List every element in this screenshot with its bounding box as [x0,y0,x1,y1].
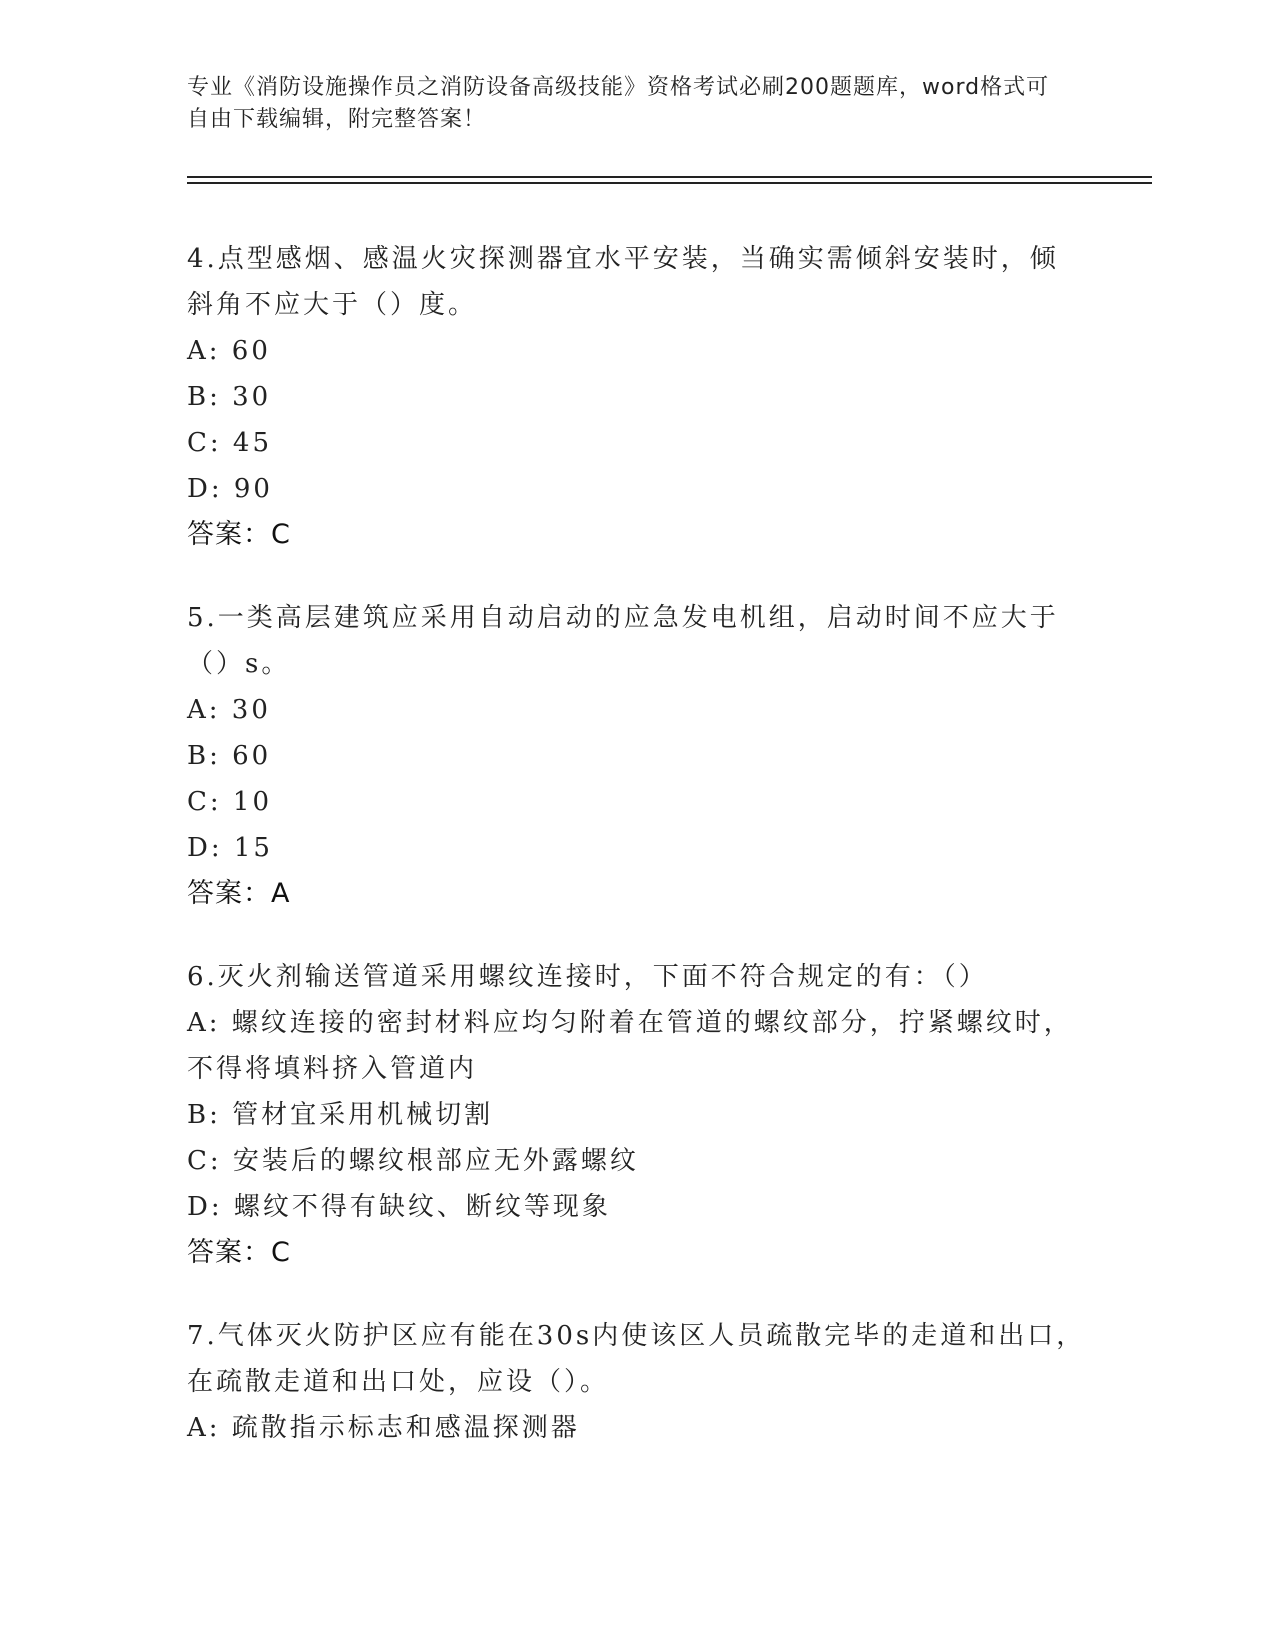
question-6 [187,954,1087,1276]
question-stem: 4.点型感烟、感温火灾探测器宜水平安装，当确实需倾斜安装时，倾斜角不应大于（）度。 [187,244,1059,320]
header-divider-bottom [187,182,1152,184]
header-divider-top [187,176,1152,178]
option-a: A: 螺纹连接的密封材料应均匀附着在管道的螺纹部分，拧紧螺纹时，不得将填料挤入管道内 [187,1008,1073,1084]
question-list [187,236,1087,1488]
question-stem: 6.灭火剂输送管道采用螺纹连接时，下面不符合规定的有：（） [187,962,988,992]
option-a: A: 60 [187,336,271,366]
option-b: B: 管材宜采用机械切割 [187,1100,494,1130]
document-header: 专业《消防设施操作员之消防设备高级技能》资格考试必刷200题题库，word格式可自由下载编辑，附完整答案！ [187,75,1050,132]
option-c: C: 45 [187,428,273,458]
answer-line: 答案：C [187,1237,291,1268]
option-d: D: 螺纹不得有缺纹、断纹等现象 [187,1192,611,1222]
option-b: B: 60 [187,741,272,771]
answer-line: 答案：A [187,878,291,909]
question-stem: 7.气体灭火防护区应有能在30s内使该区人员疏散完毕的走道和出口，在疏散走道和出口处，应设（）。 [187,1321,1086,1397]
question-stem: 5.一类高层建筑应采用自动启动的应急发电机组，启动时间不应大于（）s。 [187,603,1059,679]
option-c: C: 安装后的螺纹根部应无外露螺纹 [187,1146,639,1176]
option-b: B: 30 [187,382,272,412]
option-d: D: 15 [187,833,273,863]
option-d: D: 90 [187,474,273,504]
option-a: A: 疏散指示标志和感温探测器 [187,1413,580,1443]
question-4 [187,236,1087,558]
option-c: C: 10 [187,787,273,817]
question-5 [187,595,1087,917]
option-a: A: 30 [187,695,271,725]
answer-line: 答案：C [187,519,291,550]
question-7 [187,1313,1087,1451]
